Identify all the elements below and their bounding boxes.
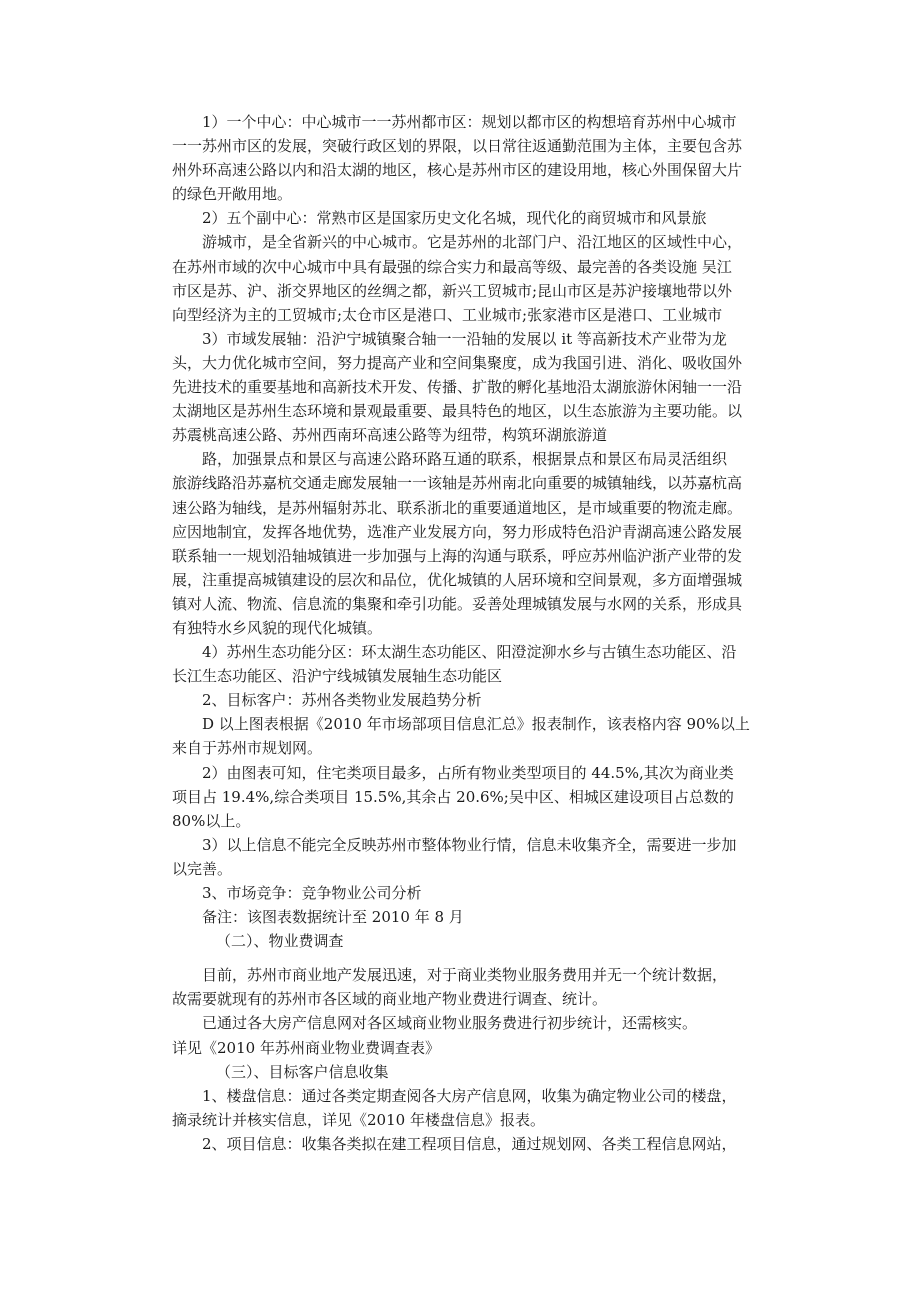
text-line: 目前，苏州市商业地产发展迅速，对于商业类物业服务费用并无一个统计数据， bbox=[202, 966, 728, 985]
text-line: 展，注重提高城镇建设的层次和品位，优化城镇的人居环境和空间景观，多方面增强城 bbox=[172, 570, 743, 589]
text-line: 在苏州市域的次中心城市中具有最强的综合实力和最高等级、最完善的各类设施 吴江 bbox=[172, 257, 732, 276]
text-line: （三）、目标客户信息收集 bbox=[216, 1062, 389, 1081]
text-line: 先进技术的重要基地和高新技术开发、传播、扩散的孵化基地沿太湖旅游休闲轴一一沿 bbox=[172, 378, 743, 397]
text-line: 2）由图表可知，住宅类项目最多，占所有物业类型项目的 44.5%,其次为商业类 bbox=[202, 763, 734, 782]
text-line: 2、项目信息：收集各类拟在建工程项目信息，通过规划网、各类工程信息网站， bbox=[202, 1134, 737, 1153]
text-line: 故需要就现有的苏州市各区域的商业地产物业费进行调查、统计。 bbox=[172, 990, 608, 1009]
text-line: 以完善。 bbox=[172, 859, 233, 878]
text-line: 苏震桃高速公路、苏州西南环高速公路等为纽带，构筑环湖旅游道 bbox=[172, 426, 608, 445]
text-line: 镇对人流、物流、信息流的集聚和牵引功能。妥善处理城镇发展与水网的关系，形成具 bbox=[172, 594, 743, 613]
text-line: 4）苏州生态功能分区：环太湖生态功能区、阳澄淀泖水乡与古镇生态功能区、沿 bbox=[202, 643, 737, 662]
text-line: 摘录统计并核实信息，详见《2010 年楼盘信息》报表。 bbox=[172, 1110, 545, 1129]
text-line: 路，加强景点和景区与高速公路环路互通的联系，根据景点和景区布局灵活组织 bbox=[202, 450, 728, 469]
text-line: 项目占 19.4%,综合类项目 15.5%,其余占 20.6%;吴中区、相城区建设项目占总数的 bbox=[172, 787, 734, 806]
text-line: 市区是苏、沪、浙交界地区的丝绸之都，新兴工贸城市;昆山市区是苏沪接壤地带以外 bbox=[172, 281, 733, 300]
text-line: 联系轴一一规划沿轴城镇进一步加强与上海的沟通与联系，呼应苏州临沪浙产业带的发 bbox=[172, 546, 743, 565]
document-body bbox=[172, 110, 752, 1156]
text-line: 速公路为轴线，是苏州辐射苏北、联系浙北的重要通道地区，是市域重要的物流走廊。 bbox=[172, 498, 743, 517]
text-line: 头，大力优化城市空间，努力提高产业和空间集聚度，成为我国引进、消化、吸收国外 bbox=[172, 353, 743, 372]
text-line: 应因地制宜，发挥各地优势，选准产业发展方向，努力形成特色沿沪青湖高速公路发展 bbox=[172, 522, 743, 541]
text-line: 3）市域发展轴：沿沪宁城镇聚合轴一一沿轴的发展以 it 等高新技术产业带为龙 bbox=[202, 329, 727, 348]
text-line: 游城市，是全省新兴的中心城市。它是苏州的北部门户、沿江地区的区域性中心， bbox=[202, 233, 743, 252]
text-line: （二）、物业费调查 bbox=[216, 932, 344, 951]
text-line: 旅游线路沿苏嘉杭交通走廊发展轴一一该轴是苏州南北向重要的城镇轴线，以苏嘉杭高 bbox=[172, 474, 743, 493]
text-line: 80%以上。 bbox=[172, 811, 251, 830]
text-line: 的绿色开敞用地。 bbox=[172, 185, 293, 204]
text-line: 备注：该图表数据统计至 2010 年 8 月 bbox=[202, 908, 464, 927]
text-line: 长江生态功能区、沿沪宁线城镇发展轴生态功能区 bbox=[172, 667, 503, 686]
text-line: 2）五个副中心：常熟市区是国家历史文化名城，现代化的商贸城市和风景旅 bbox=[202, 209, 707, 228]
text-line: 向型经济为主的工贸城市;太仓市区是港口、工业城市;张家港市区是港口、工业城市 bbox=[172, 305, 723, 324]
text-line: 一一苏州市区的发展，突破行政区划的界限，以日常往返通勤范围为主体，主要包含苏 bbox=[172, 137, 743, 156]
text-line: 1、楼盘信息：通过各类定期查阅各大房产信息网，收集为确定物业公司的楼盘， bbox=[202, 1086, 737, 1105]
paragraph-gap bbox=[172, 953, 752, 963]
text-line: 3、市场竞争：竞争物业公司分析 bbox=[202, 884, 422, 902]
text-line: 来自于苏州市规划网。 bbox=[172, 739, 323, 758]
text-line: 州外环高速公路以内和沿太湖的地区，核心是苏州市区的建设用地，核心外围保留大片 bbox=[172, 161, 743, 180]
text-line: 2、目标客户：苏州各类物业发展趋势分析 bbox=[202, 691, 482, 710]
text-line: D 以上图表根据《2010 年市场部项目信息汇总》报表制作，该表格内容 90%以上 bbox=[202, 715, 750, 734]
text-line: 有独特水乡风貌的现代化城镇。 bbox=[172, 618, 383, 637]
text-line: 1）一个中心：中心城市一一苏州都市区：规划以都市区的构想培育苏州中心城市 bbox=[202, 113, 737, 131]
text-line: 已通过各大房产信息网对各区域商业物业服务费进行初步统计，还需核实。 bbox=[202, 1014, 698, 1033]
text-line: 详见《2010 年苏州商业物业费调查表》 bbox=[172, 1038, 440, 1057]
text-line: 太湖地区是苏州生态环境和景观最重要、最具特色的地区，以生态旅游为主要功能。以 bbox=[172, 402, 743, 421]
text-line: 3）以上信息不能完全反映苏州市整体物业行情，信息未收集齐全，需要进一步加 bbox=[202, 835, 737, 854]
